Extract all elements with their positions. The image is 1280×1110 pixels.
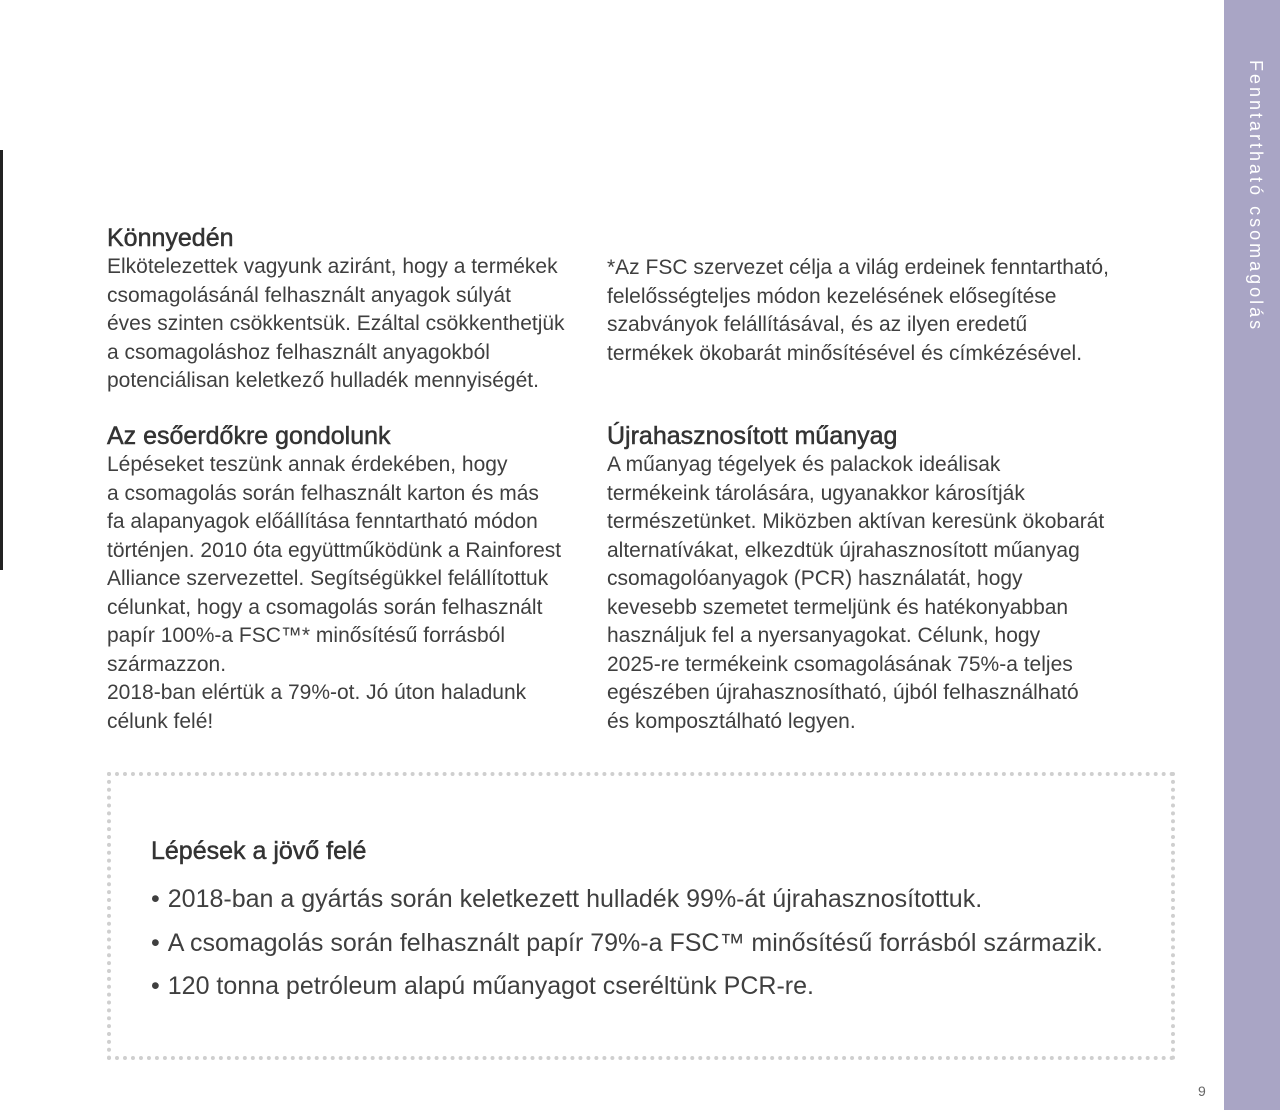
list-item (151, 878, 1103, 922)
future-steps-list (151, 878, 1103, 1009)
list-item-text: A csomagolás során felhasznált papír 79%-a FSC™ minősítésű forrásból származik. (167, 928, 1103, 957)
page-number: 9 (1198, 1083, 1206, 1099)
list-item (151, 922, 1103, 966)
side-tab-label: Fenntartható csomagolás (1246, 60, 1266, 333)
bullet-icon: • (151, 885, 160, 913)
future-steps-title: Lépések a jövő felé (151, 837, 367, 865)
bullet-icon: • (151, 928, 160, 957)
fsc-footnote (607, 254, 1207, 368)
section-konnyeden (107, 223, 597, 396)
left-edge-rule (0, 150, 3, 570)
section-title: Az esőerdőkre gondolunk (107, 422, 391, 450)
section-body: A műanyag tégelyek és palackok ideálisak termékeink tárolására, ugyanakkor károsítják természetünket. Miközben aktívan keresünk ökobarát alternatívákat, elkezdtük újrahasznosított műanyag csomagolóanyagok (PCR) használatát, hogy kevesebb szemetet termeljünk és hatékonyabban használjuk fel a nyersanyagokat. Célunk, hogy 2025-re termékeink csomagolásának 75%-a teljes egészében újrahasznosítható, újból felhasználható és komposztálható legyen. (607, 453, 1105, 733)
section-body: Elkötelezettek vagyunk aziránt, hogy a termékek csomagolásánál felhasznált anyagok súlyát éves szinten csökkentsük. Ezáltal csökkenthetjük a csomagoláshoz felhasznált anyagokból potenciálisan keletkező hulladék mennyiségét. (107, 255, 565, 392)
bullet-icon: • (151, 972, 160, 1000)
section-body: Lépéseket teszünk annak érdekében, hogy a csomagolás során felhasznált karton és más fa alapanyagok előállítása fenntartható módon történjen. 2010 óta együttműködünk a Rainforest Alliance szervezettel. Segítségükkel felállítottuk célunkat, hogy a csomagolás során felhasznált papír 100%-a FSC™* minősítésű forrásból származzon. 2018-ban elértük a 79%-ot. Jó úton haladunk célunk felé! (107, 453, 562, 733)
section-ujrahasznositott-muanyag (607, 421, 1207, 736)
fsc-note-text: *Az FSC szervezet célja a világ erdeinek fenntartható, felelősségteljes módon kezelésének elősegítése szabványok felállításával, és az ilyen eredetű termékek ökobarát minősítésével és címkézésével. (607, 256, 1109, 365)
list-item-text: 2018-ban a gyártás során keletkezett hulladék 99%-át újrahasznosítottuk. (167, 885, 983, 913)
section-title: Könnyedén (107, 224, 234, 252)
list-item (151, 965, 1103, 1009)
section-esoerdok (107, 421, 597, 736)
section-title: Újrahasznosított műanyag (607, 422, 898, 450)
list-item-text: 120 tonna petróleum alapú műanyagot cseréltünk PCR-re. (167, 972, 814, 1000)
